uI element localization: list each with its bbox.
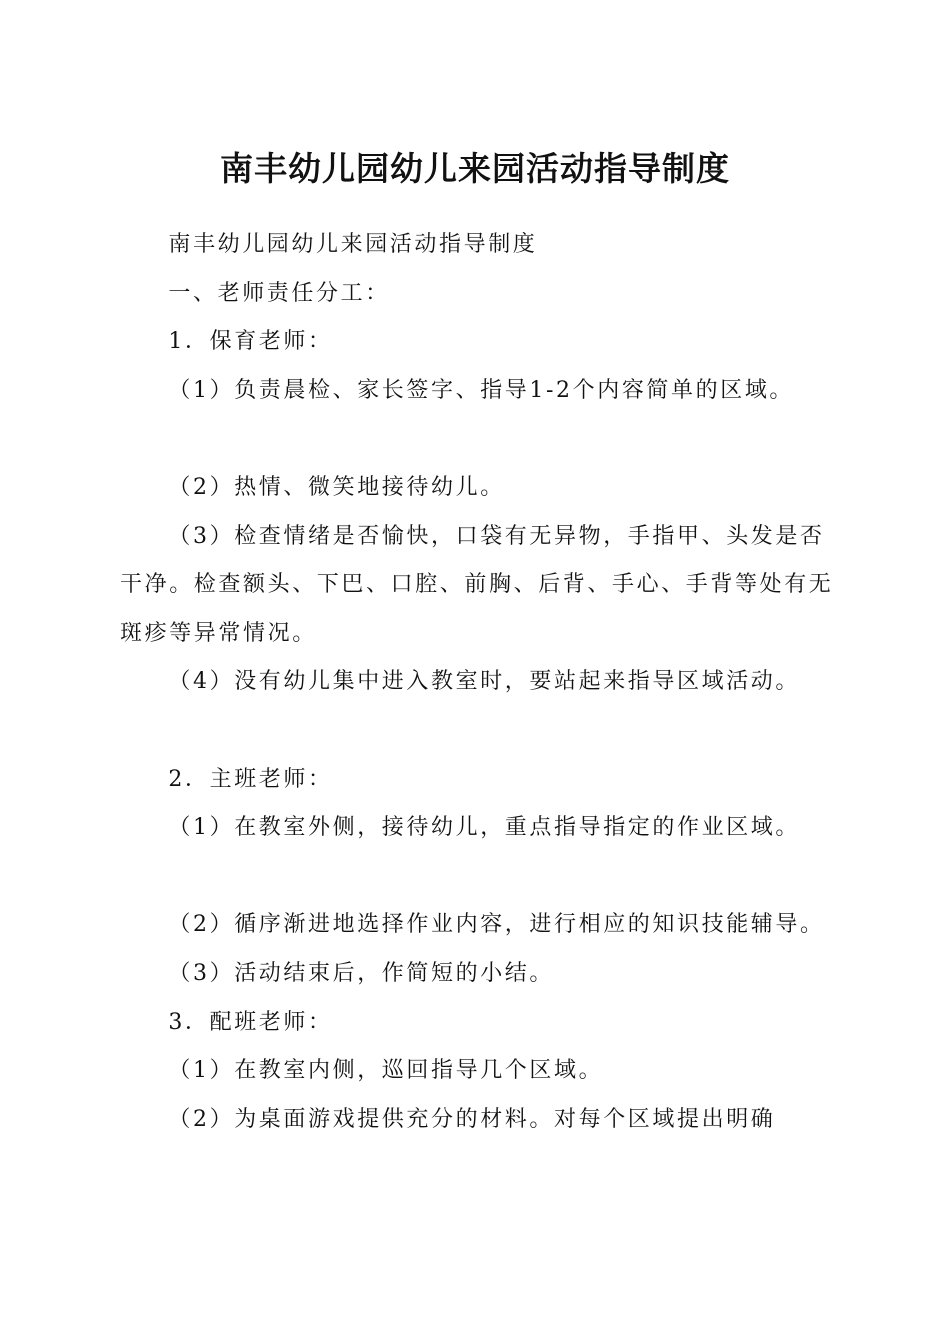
paragraph: 南丰幼儿园幼儿来园活动指导制度	[168, 232, 538, 257]
subsection-heading: 3．配班老师：	[168, 1009, 333, 1035]
paragraph-gap	[120, 707, 835, 756]
list-item: （3）检查情绪是否愉快，口袋有无异物，手指甲、头发是否干净。检查额头、下巴、口腔、前胸、后背、手心、手背等处有无斑疹等异常情况。	[120, 523, 834, 646]
subsection-heading: 1．保育老师：	[168, 329, 333, 355]
list-item: （1）在教室外侧，接待幼儿，重点指导指定的作业区域。	[168, 815, 800, 841]
list-item: （1）在教室内侧，巡回指导几个区域。	[168, 1058, 604, 1084]
list-item: （2）循序渐进地选择作业内容，进行相应的知识技能辅导。	[168, 912, 825, 938]
paragraph-gap	[120, 415, 835, 464]
section-heading: 一、老师责任分工：	[168, 280, 390, 306]
paragraph-gap	[120, 853, 835, 902]
list-item: （2）热情、微笑地接待幼儿。	[168, 474, 505, 500]
subsection-heading: 2．主班老师：	[168, 766, 333, 792]
list-item: （4）没有幼儿集中进入教室时，要站起来指导区域活动。	[168, 669, 800, 695]
document-title: 南丰幼儿园幼儿来园活动指导制度	[220, 149, 730, 188]
list-item: （2）为桌面游戏提供充分的材料。对每个区域提出明确	[168, 1106, 776, 1132]
document-body	[120, 221, 835, 1144]
list-item: （1）负责晨检、家长签字、指导1-2个内容简单的区域。	[168, 377, 795, 403]
list-item: （3）活动结束后，作简短的小结。	[168, 960, 554, 986]
